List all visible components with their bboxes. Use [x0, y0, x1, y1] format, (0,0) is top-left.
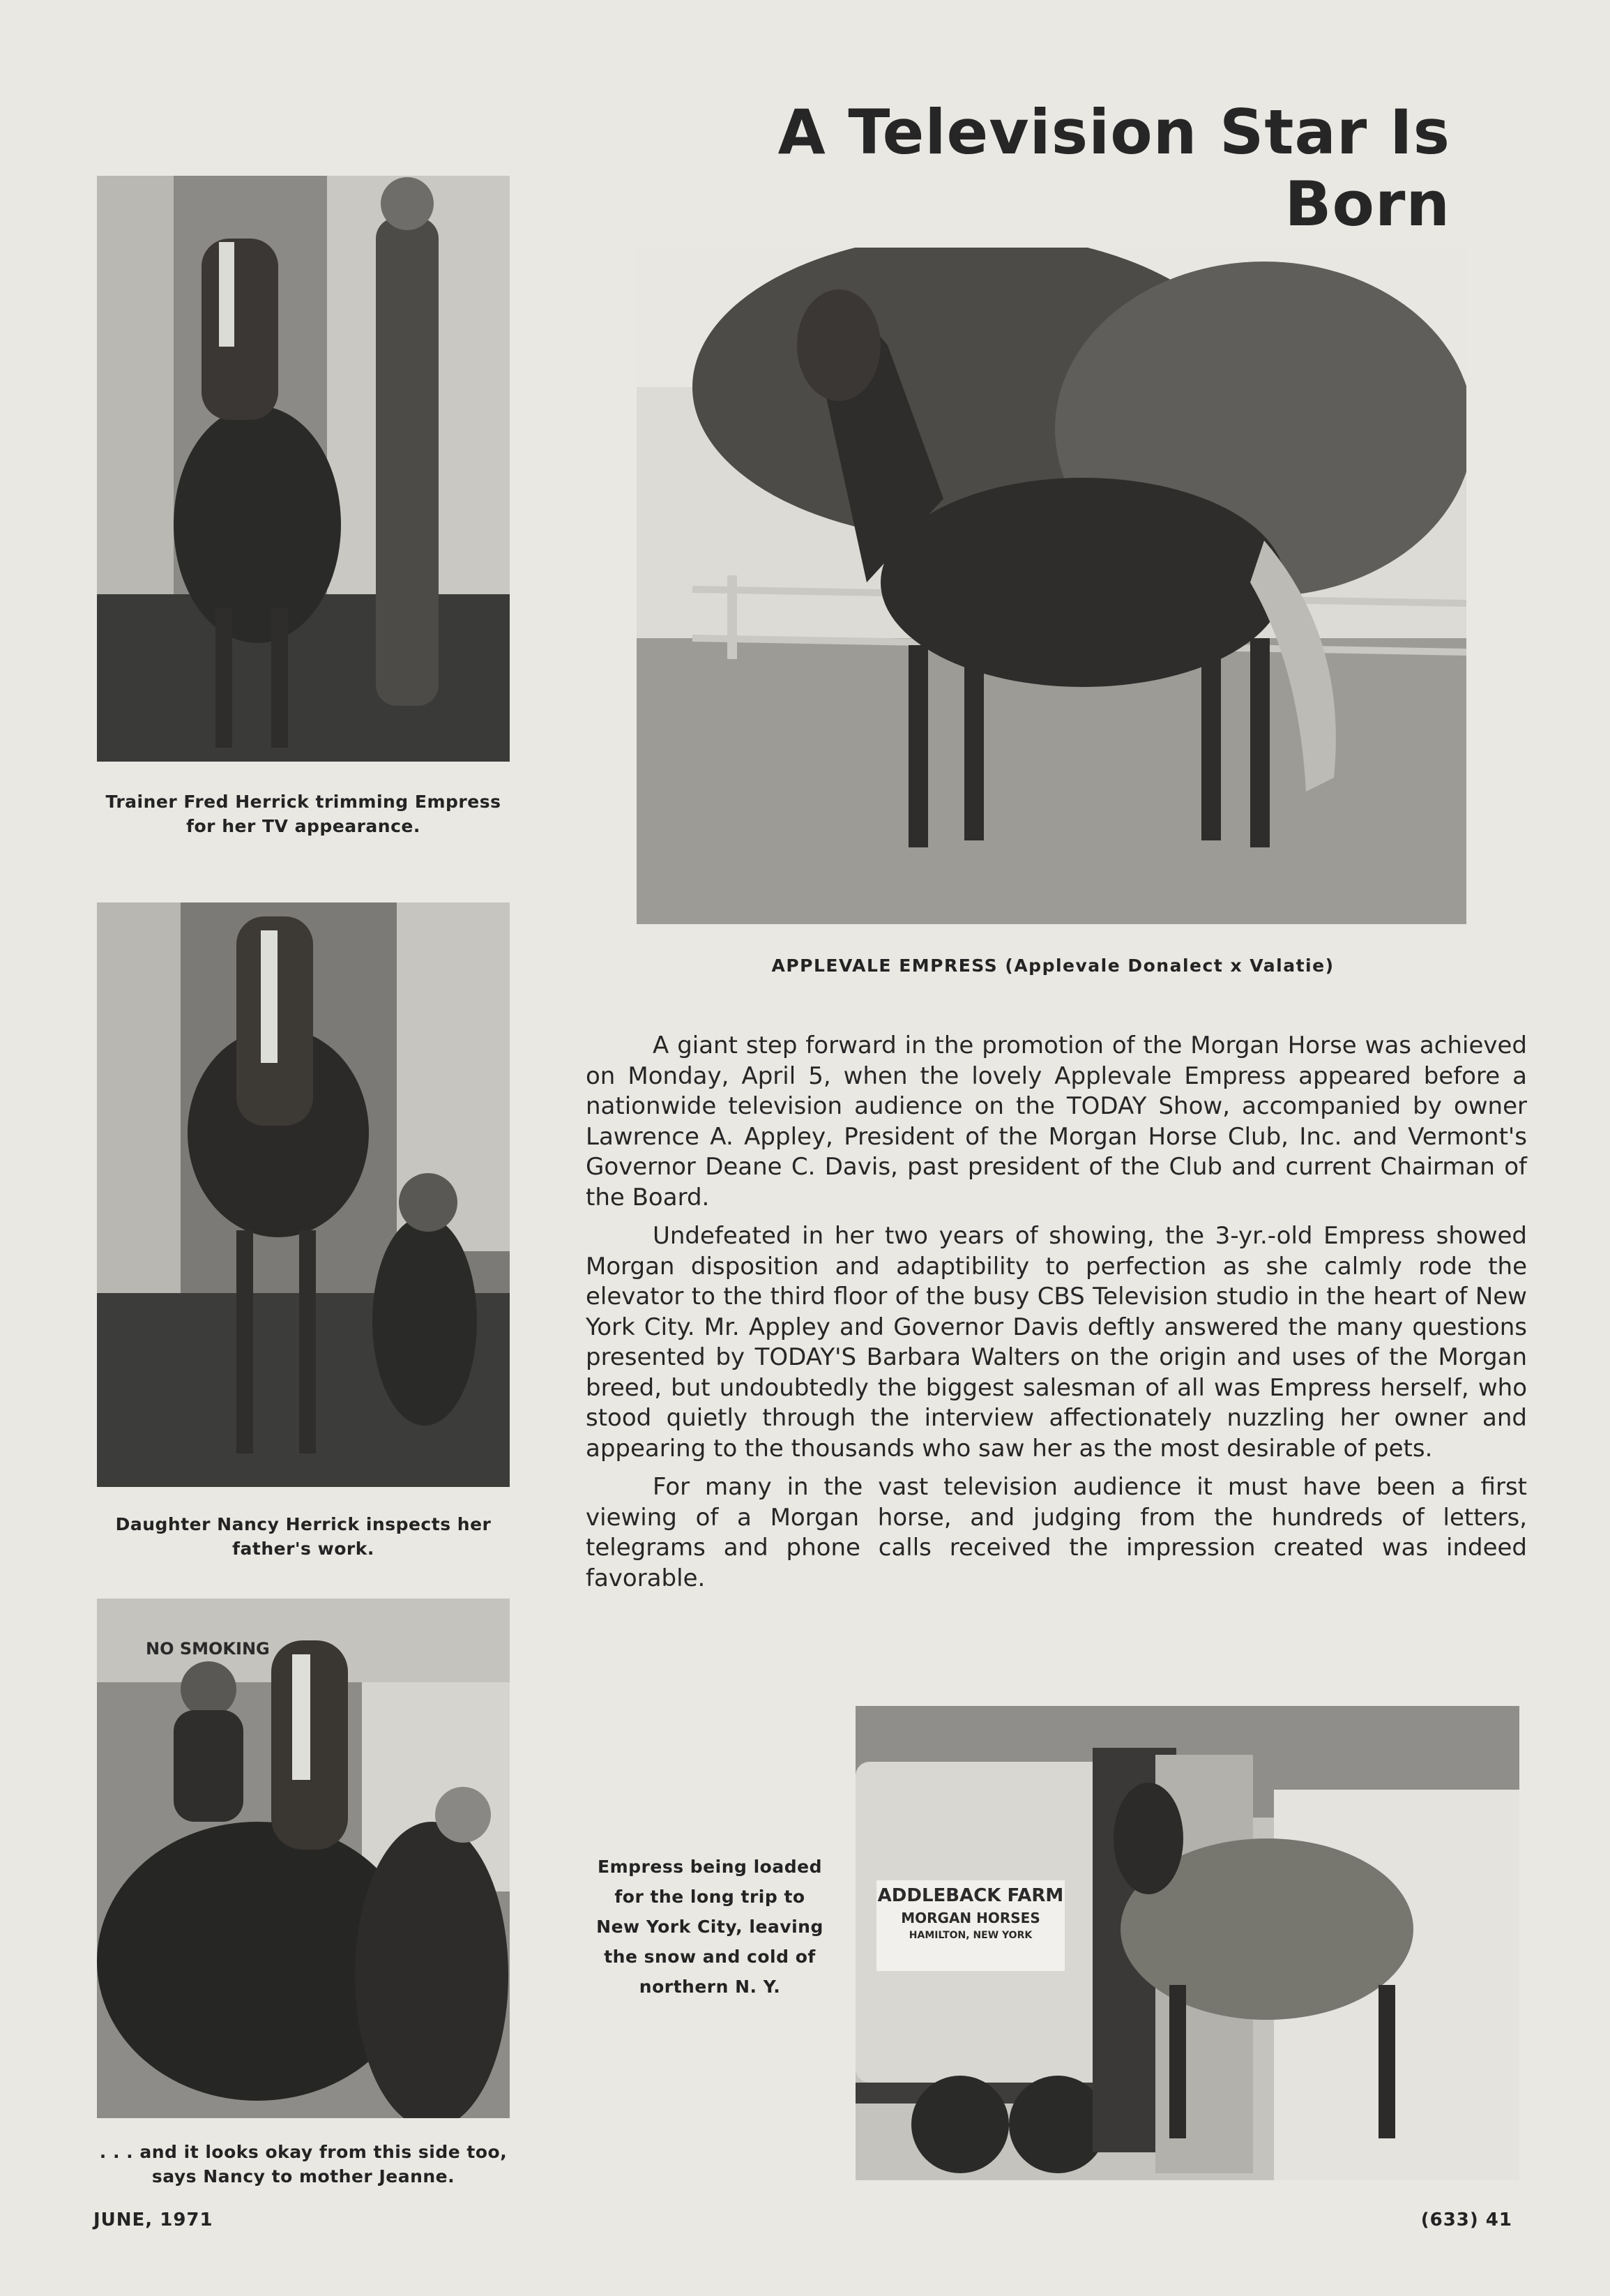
footer-page-number: (633) 41 [1420, 2210, 1512, 2230]
photo-trailer-loading [856, 1706, 1519, 2180]
photo-daughter-inspects [97, 902, 510, 1487]
photo-trainer-trimming [97, 176, 510, 762]
caption-this-side: . . . and it looks okay from this side too, says Nancy to mother Jeanne. [99, 2142, 508, 2187]
caption-trailer: Empress being loaded for the long trip to New York City, leaving the snow and cold of northern N. Y. [596, 1857, 823, 1997]
trailer-sign [876, 1883, 1065, 1943]
article-paragraph-1: A giant step forward in the promotion of the Morgan Horse was achieved on Monday, April 5, when the lovely Applevale Empress appeared before a nationwide television audience on the TODAY Show, accompanied by owner Lawrence A. Appley, President of the Morgan Horse Club, Inc. and Vermont's Governor Deane C. Davis, past president of the Club and current Chairman of the Board. [586, 1032, 1527, 1211]
photo-this-side [97, 1599, 510, 2118]
trailer-sign-horses: MORGAN HORSES [901, 1910, 1040, 1926]
photo-applevale-empress [637, 248, 1466, 924]
svg-text:NO SMOKING: NO SMOKING [146, 1639, 270, 1659]
caption-trainer: Trainer Fred Herrick trimming Empress for her TV appearance. [105, 792, 501, 836]
article-paragraph-3: For many in the vast television audience it must have been a first viewing of a Morgan horse, and judging from the hundreds of letters, telegrams and phone calls received the impression created was indeed favorable. [586, 1473, 1527, 1592]
trailer-sign-farm: ADDLEBACK FARM [877, 1885, 1064, 1906]
caption-applevale-empress: APPLEVALE EMPRESS (Applevale Donalect x Valatie) [771, 956, 1335, 976]
trailer-sign-location: HAMILTON, NEW YORK [909, 1930, 1033, 1941]
footer-date: JUNE, 1971 [93, 2210, 213, 2230]
article-body [586, 1031, 1527, 1602]
caption-daughter: Daughter Nancy Herrick inspects her father's work. [115, 1514, 492, 1559]
article-title: A Television Star Is Born [777, 96, 1450, 240]
article-paragraph-2: Undefeated in her two years of showing, the 3-yr.-old Empress showed Morgan disposition and adaptibility to perfection as she calmly rode the elevator to the third floor of the busy CBS Television studio in the heart of New York City. Mr. Appley and Governor Davis deftly answered the many questions presented by TODAY'S Barbara Walters on the origin and uses of the Morgan breed, but undoubtedly the biggest salesman of all was Empress herself, who stood quietly through the interview affectionately nuzzling her owner and appearing to the thousands who saw her as the most desirable of pets. [586, 1222, 1527, 1463]
